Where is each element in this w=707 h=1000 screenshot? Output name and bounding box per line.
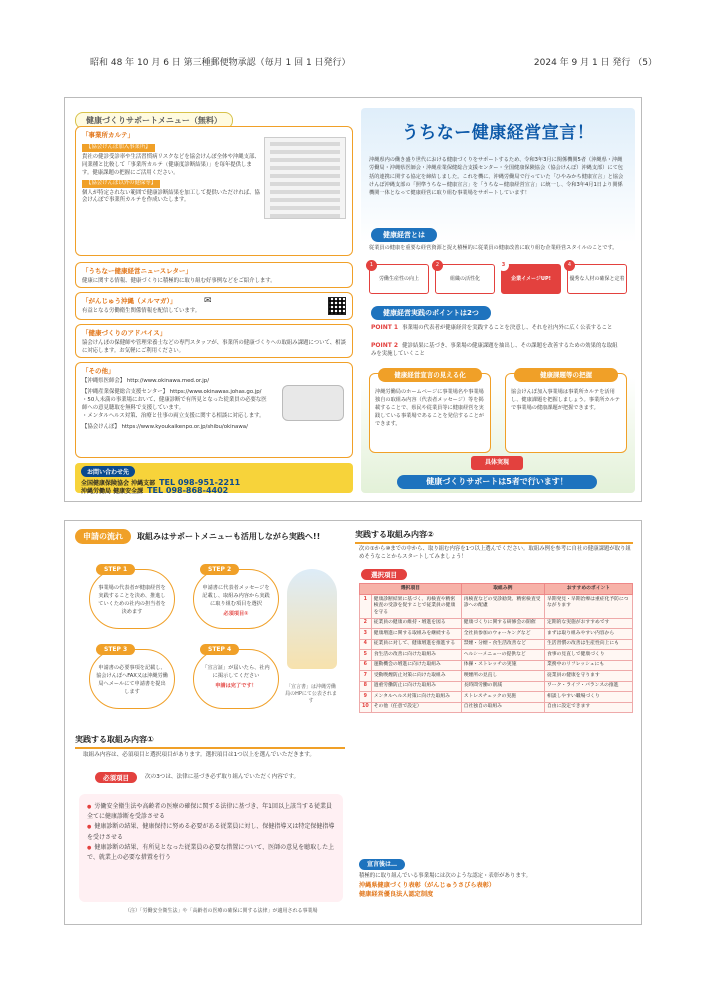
newsletter-heading: 「うちなー健康経営ニュースレター」 (82, 267, 192, 275)
table-cell-ex: 全社員参加のウォーキングなど (461, 629, 544, 639)
masthead-issue: 2024 年 9 月 1 日 発行 （5） (533, 58, 657, 68)
points-heading: 健康経営実践のポイントは2つ (371, 306, 491, 320)
table-cell-ex: 喫煙所の見直し (461, 671, 544, 681)
after-declaration-text: 積極的に取り組んでいる事業場には次のような認定・表彰があります。 (359, 873, 532, 880)
newsletter-text: 健康に関する情報、健康づくりに積極的に取り組む好事例などをご紹介します。 (82, 278, 276, 285)
table-cell-item: メンタルヘルス対策に向けた取組み (371, 692, 461, 702)
table-row (360, 702, 633, 712)
table-cell-n: 9 (360, 692, 372, 702)
table-row (360, 692, 633, 702)
karte-text1: 貴社の健診受診率や生活習慣病リスクなどを協会けんぽ全体や沖縄支部、同業種と比較して「事業所カルテ（健康度診断結果）」を毎年提供します。健康課題の把握にご活用ください。 (82, 154, 260, 176)
step-2: STEP 2 申請書に代表者メッセージを記載し、取組み内容から実践に取り組む項目を選択 必須項目① (193, 569, 279, 629)
table-cell-ex: 自社独自の取組み (461, 702, 544, 712)
declaration-title: うちなー健康経営宣言！ (401, 123, 595, 143)
table-row (360, 618, 633, 628)
advice-box (75, 324, 353, 358)
support-menu (75, 108, 353, 493)
must-item: ● 労働安全衛生法や高齢者の医療の確保に関する法律に基づき、年1回以上該当する従業員全てに健康診断を受診させる (87, 802, 335, 822)
must-item: ● 健康診断の結果、有所見となった従業員の必要な措置について、医師の意見を聴取した上で、就業上の必要な措置を行う (87, 843, 335, 863)
step-4: STEP 4 「宣言証」が届いたら、社内に掲示してください 申請は完了です！ (193, 649, 279, 709)
table-row (360, 660, 633, 670)
mail-icon: ✉ (204, 296, 212, 306)
application-flow (75, 529, 345, 919)
table-cell-tip: 自由に設定できます (545, 702, 633, 712)
advice-heading: 「健康づくりのアドバイス」 (82, 329, 167, 337)
table-cell-n: 1 (360, 595, 372, 618)
issues-card (505, 373, 627, 453)
table-cell-tip: 定期的な実施がおすすめです (545, 618, 633, 628)
houkoku-note: 「宣言書」は沖縄労働局のHPにて公表されます (285, 684, 337, 704)
must-items-box (79, 794, 343, 902)
person-illustration (287, 569, 337, 669)
other-item4: ・メンタルヘルス対策、治療と仕事の両立支援に関する相談に対応します。 (82, 412, 265, 419)
newsletter-box (75, 262, 353, 288)
other-heading: 「その他」 (82, 367, 115, 375)
declaration-panel (361, 108, 635, 493)
table-cell-tip: 早期発見・早期治療は重症化予防につながります (545, 595, 633, 618)
table-cell-n: 10 (360, 702, 372, 712)
visualize-card (369, 373, 491, 453)
magazine-box (75, 292, 353, 320)
table-row (360, 671, 633, 681)
table-row (360, 681, 633, 691)
what-heading: 健康経営とは (371, 228, 437, 242)
step-3: STEP 3 申請書の必要事項を記載し、協会けんぽへFAX又は沖縄労働局へメールにて申請書を提出します (89, 649, 175, 709)
other-item5: 【協会けんぽ】 https://www.kyoukaikenpo.or.jp/shibu/okinawa/ (82, 423, 248, 430)
selected-items (355, 529, 635, 919)
table-cell-item: 運動機会の増進に向けた取組み (371, 660, 461, 670)
masthead (0, 0, 707, 76)
table-cell-item: その他（任意で設定） (371, 702, 461, 712)
table-cell-item: 過重労働防止に向けた取組み (371, 681, 461, 691)
masthead-date: 昭和 48 年 10 月 6 日 第三種郵便物承認（毎月 1 回 1 日発行） (90, 58, 351, 68)
select-label: 選択項目 (361, 569, 407, 580)
table-cell-tip: 業務中のリフレッシュにも (545, 660, 633, 670)
table-row (360, 639, 633, 649)
magazine-qr-code (328, 297, 346, 315)
table-row (360, 595, 633, 618)
point-1: POINT 1 事業場の代表者が健康経営を実践することを決意し、それを社内外に広く公表すること (371, 324, 613, 331)
what-text: 従業員の健康を重要な経営資源と捉え積極的に従業員の健康改善に取り組む企業経営スタイルのことです。 (369, 245, 618, 251)
step-1: STEP 1 事業場の代表者が健康経営を実践することを決め、推進していくための社内の担当者を決めます (89, 569, 175, 629)
karte-text2: 個人が特定されない範囲で健康診断結果を加工して提供いただければ、協会けんぽで事業所カルテを作成いたします。 (82, 189, 260, 204)
table-cell-tip: ワーク・ライフ・バランスの推進 (545, 681, 633, 691)
magazine-text: 有益となる労働衛生関係情報を配信しています。 (82, 308, 201, 315)
table-cell-item: 健康増進に関する取組みを継続する (371, 629, 461, 639)
table-cell-n: 4 (360, 639, 372, 649)
contact-kyoukai-tel: TEL 098-951-2211 (159, 478, 241, 487)
table-cell-tip: 従業員の健康を守ります (545, 671, 633, 681)
table-cell-ex: 健康づくりに関する研修会の開催 (461, 618, 544, 628)
visualize-card-text: 沖縄労働局のホームページに事業場名や事業場独自の取組み内容（代表者メッセージ）等を掲載することで、県民や従業員等に健康経営を実践している事業場であることを発信することができます。 (375, 389, 484, 428)
table-cell-item: 受動喫煙防止対策に向けた取組み (371, 671, 461, 681)
other-item2: 【沖縄産業保健総合支援センター】 https://www.okinawas.johas.go.jp/ (82, 389, 262, 396)
content2-intro: 次の①から⑩までの中から、取り組む内容を1つ以上選んでください。取組み例を参考に自社の健康課題が取り組めそうなことからスタートしてみましょう！ (359, 546, 631, 561)
flow-heading: 取組みはサポートメニューも活用しながら実践へ!! (137, 532, 321, 541)
must-label: 必須項目 (95, 772, 137, 783)
other-item1: 【沖縄県医師会】 http://www.okinawa.med.or.jp/ (82, 378, 210, 385)
visualize-card-title: 健康経営宣言の見える化 (378, 368, 482, 382)
effect-3: 3 企業イメージUP! (501, 264, 561, 294)
other-item3: ・50人未満の事業場において、健康診断で有所見となった従業員の必要な医師への意見聴取を無料で支援しています。 (82, 397, 267, 411)
col-example-header: 取組み例 (461, 584, 544, 595)
after-declaration (359, 859, 633, 900)
effect-1: 1 労働生産性の向上 (369, 264, 429, 294)
karte-box (75, 126, 353, 256)
table-cell-item: 健康診断結果に基づく、再検査や精密検査の受診を促すことで従業員の健康を守る (371, 595, 461, 618)
issues-card-title: 健康課題等の把握 (514, 368, 618, 382)
table-row (360, 650, 633, 660)
content2-title: 実践する取組み内容② (355, 529, 633, 544)
table-cell-ex: ストレスチェックの実施 (461, 692, 544, 702)
table-cell-ex: 長時間労働の削減 (461, 681, 544, 691)
col-item-header: 選択項目 (360, 584, 462, 595)
contact-roudoukyoku-tel: TEL 098-868-4402 (147, 486, 229, 495)
karte-sub1: 【協会けんぽ加入事業所】 (82, 144, 155, 152)
table-cell-item: 従業員に対して、健康増進を推進する (371, 639, 461, 649)
flow-tag: 申請の流れ (75, 529, 131, 544)
five-partners-banner: 健康づくりサポートは5者で行います！ (397, 475, 597, 489)
advice-text: 協会けんぽの保健師や管理栄養士などの専門スタッフが、事業所の健康づくりへの取組み課題について、相談に対応します。お気軽にご利用ください。 (82, 340, 346, 355)
blood-pressure-monitor-image (282, 385, 344, 421)
award-2: 健康経営優良法人認定制度 (359, 891, 434, 899)
table-cell-n: 7 (360, 671, 372, 681)
must-item: ● 健康診断の結果、健康保持に努める必要がある従業員に対し、保健指導又は特定保健指導を受けさせる (87, 822, 335, 842)
effect-2: 2 組織の活性化 (435, 264, 495, 294)
select-items-table (359, 583, 633, 713)
col-tip-header: おすすめのポイント (545, 584, 633, 595)
table-cell-n: 5 (360, 650, 372, 660)
contact-roudoukyoku-name: 沖縄労働局 健康安全課 (81, 488, 144, 495)
karte-sub2: 【協会けんぽ以外の健保等】 (82, 180, 160, 188)
table-cell-tip: 食事の見直しで健康づくり (545, 650, 633, 660)
table-cell-ex: 禁煙・分煙・食生活改善など (461, 639, 544, 649)
other-box (75, 362, 353, 458)
table-cell-item: 食生活の改善に向けた取組み (371, 650, 461, 660)
table-cell-tip: 相談しやすい職場づくり (545, 692, 633, 702)
table-cell-tip: 生活習慣の改善は生産性向上にも (545, 639, 633, 649)
support-menu-title: 健康づくりサポートメニュー（無料） (75, 112, 233, 129)
table-cell-n: 3 (360, 629, 372, 639)
effect-4: 4 優秀な人材の確保と定着 (567, 264, 627, 294)
must-text: 次の3つは、法律に基づき必ず取り組んでいただく内容です。 (145, 774, 300, 780)
content1-title: 実践する取組み内容① (75, 734, 345, 749)
declaration-intro: 沖縄県内の働き盛り世代における健康づくりをサポートするため、令和3年3月に関係機関5者（沖縄県・沖縄労働局・沖縄県医師会・沖縄産業保健総合支援センター・全国健康保険協会（協会けんぽ）沖縄支部）にて包括的連携に関する協定を締結しました。これを機に、沖縄労働局で行っていた「ひやみかち健康宣言」と協会けんぽ沖縄支部の「照準うちなー健康宣言」を「うちなー健康経営宣言」に統一し、令和3年4月1日より関係機関一体となって健康経営に取り組む事業場をサポートしています！ (369, 157, 624, 197)
flow-title (75, 529, 320, 544)
contact-panel (75, 463, 353, 493)
table-row (360, 629, 633, 639)
table-cell-tip: まずは取り組みやすい内容から (545, 629, 633, 639)
content1-footnote: （注）「労働安全衛生法」や「高齢者の医療の確保に関する法律」が適用される事業場 (125, 908, 318, 914)
table-cell-ex: 体操・ストレッチの実施 (461, 660, 544, 670)
contact-label: お問い合わせ先 (81, 466, 135, 477)
table-cell-ex: 再検査などの受診勧奨、精密検査受診への配慮 (461, 595, 544, 618)
table-cell-n: 2 (360, 618, 372, 628)
leaflet-front (64, 97, 642, 502)
table-cell-n: 8 (360, 681, 372, 691)
effects-row (369, 260, 627, 300)
table-cell-n: 6 (360, 660, 372, 670)
contact-kyoukai-name: 全国健康保険協会 沖縄支部 (81, 480, 156, 487)
karte-heading: 「事業所カルテ」 (82, 131, 134, 139)
point-2: POINT 2 健診結果に基づき、事業場の健康課題を抽出し、その課題を改善するための効果的な取組みを実施していくこと (371, 342, 618, 357)
issues-card-text: 協会けんぽ加入事業場は事業所カルテを活用し、健康課題を把握しましょう。事業所カルテで事業場の健康課題が把握できます。 (511, 389, 620, 412)
after-declaration-lead: 宣言後は… (359, 859, 405, 870)
table-cell-item: 従業員の健康の維持・増進を図る (371, 618, 461, 628)
table-cell-ex: ヘルシーメニューの提供など (461, 650, 544, 660)
karte-sample-image (264, 137, 346, 219)
magazine-heading: 「がんじゅう沖縄（メルマガ）」 (82, 297, 177, 305)
award-1: 沖縄県健康づくり表彰（がんじゅうさびら表彰） (359, 881, 496, 889)
content1-text: 取組み内容は、必須項目と選択項目があります。選択項目は1つ以上を選んでいただきます。 (83, 752, 316, 758)
cycle-label: 具体実現 (471, 456, 523, 470)
leaflet-back (64, 520, 642, 925)
